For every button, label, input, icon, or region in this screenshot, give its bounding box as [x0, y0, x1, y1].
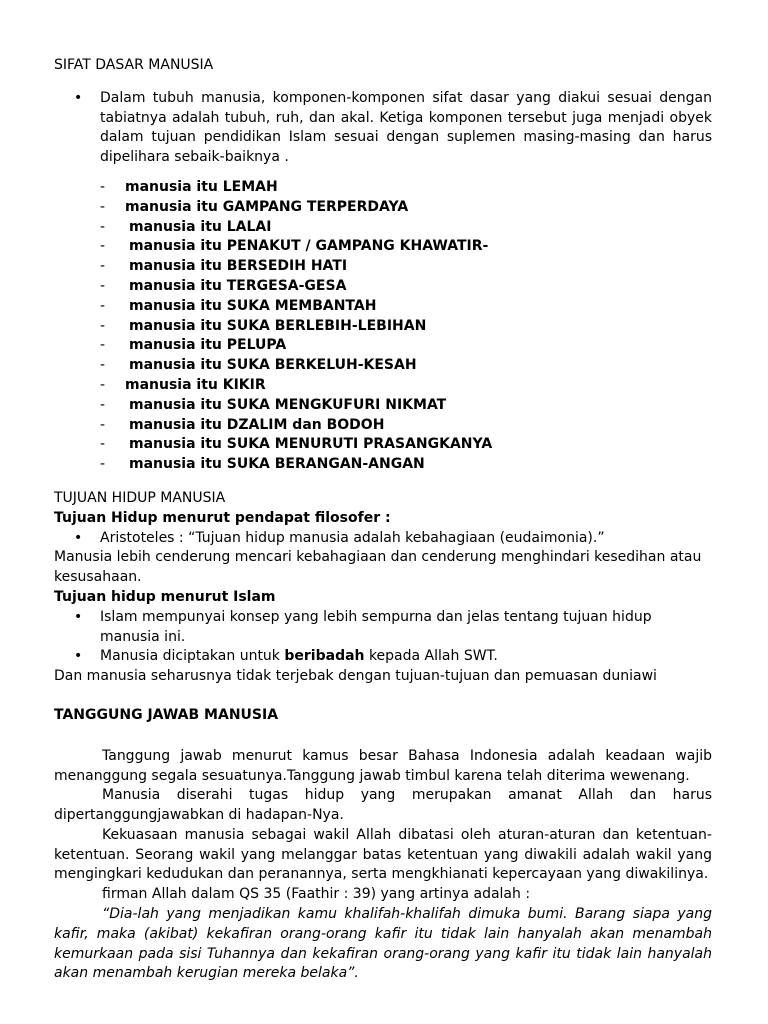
trait-label: manusia itu SUKA BERKELUH-KESAH	[129, 357, 417, 374]
trait-item	[54, 277, 712, 297]
document-page	[54, 56, 712, 984]
dash-marker: -	[100, 436, 106, 453]
islam-point-1: Islam mempunyai konsep yang lebih sempurna dan jelas tentang tujuan hidup manusia ini.	[100, 608, 652, 645]
trait-label: manusia itu DZALIM dan BODOH	[129, 416, 385, 433]
trait-label: manusia itu SUKA MEMBANTAH	[129, 297, 377, 314]
islam-point-2-pre: Manusia diciptakan untuk	[100, 648, 285, 665]
traits-list	[54, 178, 712, 475]
bullet-icon: •	[74, 648, 83, 665]
trait-item	[54, 237, 712, 257]
list-item	[54, 529, 712, 549]
paragraph-firman: firman Allah dalam QS 35 (Faathir : 39) yang artinya adalah :	[102, 886, 531, 903]
philosopher-quote: Aristoteles : “Tujuan hidup manusia adalah kebahagiaan (eudaimonia).”	[100, 529, 605, 546]
dash-marker: -	[100, 357, 106, 374]
dash-marker: -	[100, 218, 106, 235]
philosopher-note: Manusia lebih cenderung mencari kebahagiaan dan cenderung menghindari kesedihan atau kesusahaan.	[54, 549, 702, 586]
trait-item	[54, 336, 712, 356]
dash-marker: -	[100, 396, 106, 413]
trait-label: manusia itu PENAKUT / GAMPANG KHAWATIR-	[129, 238, 489, 255]
islam-list	[54, 608, 712, 667]
paragraph-amanat: Manusia diserahi tugas hidup yang merupakan amanat Allah dan harus dipertanggungjawabkan di hadapan-Nya.	[54, 787, 712, 824]
trait-label: manusia itu KIKIR	[125, 376, 266, 393]
trait-label: manusia itu PELUPA	[129, 337, 287, 354]
trait-item	[54, 416, 712, 436]
paragraph-definition: Tanggung jawab menurut kamus besar Bahasa Indonesia adalah keadaan wajib menanggung segala sesuatunya.Tanggung jawab timbul karena telah diterima wewenang.	[54, 747, 712, 784]
trait-label: manusia itu SUKA BERLEBIH-LEBIHAN	[129, 317, 427, 334]
section-title-sifat-dasar: SIFAT DASAR MANUSIA	[54, 57, 214, 73]
quran-quote: “Dia-lah yang menjadikan kamu khalifah-khalifah dimuka bumi. Barang siapa yang kafir, maka (akibat) kekafiran orang-orang kafir itu tidak lain hanyalah akan menambah kemurkaan pada sisi Tuhannya dan kekafiran orang-orang yang kafir itu tidak lain hanyalah akan menambah kerugian mereka belaka”.	[54, 906, 712, 982]
trait-label: manusia itu BERSEDIH HATI	[129, 258, 348, 275]
closing-line: Dan manusia seharusnya tidak terjebak dengan tujuan-tujuan dan pemuasan duniawi	[54, 668, 657, 685]
dash-marker: -	[100, 297, 106, 314]
trait-label: manusia itu SUKA MENURUTI PRASANGKANYA	[129, 436, 493, 453]
islam-point-2	[100, 647, 712, 667]
philosopher-list	[54, 529, 712, 549]
islam-point-2-post: kepada Allah SWT.	[364, 648, 498, 665]
bullet-icon: •	[74, 89, 83, 106]
dash-marker: -	[100, 337, 106, 354]
dash-marker: -	[100, 178, 106, 195]
list-item	[54, 647, 712, 667]
trait-label: manusia itu TERGESA-GESA	[129, 277, 347, 294]
islam-heading: Tujuan hidup menurut Islam	[54, 588, 276, 605]
bullet-icon: •	[74, 608, 83, 625]
trait-item	[54, 376, 712, 396]
trait-item	[54, 257, 712, 277]
islam-point-2-bold: beribadah	[284, 648, 365, 665]
trait-item	[54, 396, 712, 416]
trait-item	[54, 178, 712, 198]
trait-label: manusia itu LALAI	[129, 218, 272, 235]
trait-item	[54, 455, 712, 475]
paragraph-kekuasaan: Kekuasaan manusia sebagai wakil Allah dibatasi oleh aturan-aturan dan ketentuan-ketentuan. Seorang wakil yang melanggar batas ketentuan yang diwakili adalah wakil yang mengingkari kedudukan dan peranannya, serta mengkhianati kepercayaan yang diwakilinya.	[54, 826, 712, 883]
intro-paragraph: Dalam tubuh manusia, komponen-komponen sifat dasar yang diakui sesuai dengan tabiatnya adalah tubuh, ruh, dan akal. Ketiga komponen tersebut juga menjadi obyek dalam tujuan pendidikan Islam sesuai dengan suplemen masing-masing dan harus dipelihara sebaik-baiknya .	[100, 89, 712, 166]
trait-item	[54, 356, 712, 376]
philosopher-heading: Tujuan Hidup menurut pendapat filosofer :	[54, 509, 391, 526]
dash-marker: -	[100, 416, 106, 433]
trait-item	[54, 218, 712, 238]
dash-marker: -	[100, 456, 106, 473]
bullet-icon: •	[74, 529, 83, 546]
intro-bullet-item	[54, 89, 712, 168]
trait-label: manusia itu LEMAH	[125, 178, 278, 195]
dash-marker: -	[100, 258, 106, 275]
trait-item	[54, 317, 712, 337]
trait-item	[54, 435, 712, 455]
dash-marker: -	[100, 277, 106, 294]
trait-label: manusia itu SUKA BERANGAN-ANGAN	[129, 456, 425, 473]
dash-marker: -	[100, 238, 106, 255]
list-item	[54, 608, 712, 648]
dash-marker: -	[100, 198, 106, 215]
trait-item	[54, 198, 712, 218]
section-title-tujuan-hidup: TUJUAN HIDUP MANUSIA	[54, 489, 226, 506]
dash-marker: -	[100, 317, 106, 334]
dash-marker: -	[100, 376, 106, 393]
trait-label: manusia itu GAMPANG TERPERDAYA	[125, 198, 409, 215]
trait-item	[54, 297, 712, 317]
trait-label: manusia itu SUKA MENGKUFURI NIKMAT	[129, 396, 447, 413]
section-title-tanggung-jawab: TANGGUNG JAWAB MANUSIA	[54, 706, 279, 723]
